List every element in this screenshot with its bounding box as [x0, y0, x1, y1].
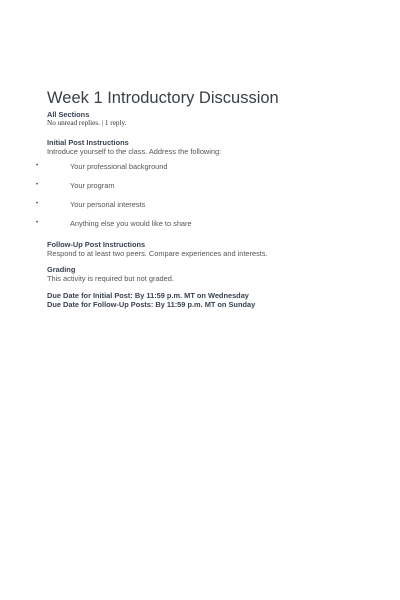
list-item	[0, 181, 380, 200]
initial-post-intro: Introduce yourself to the class. Address the following:	[47, 147, 222, 156]
list-item-text: Anything else you would like to share	[70, 219, 192, 228]
bullet-icon: •	[36, 201, 39, 207]
list-item	[0, 162, 380, 181]
list-item-text: Your personal interests	[70, 200, 146, 209]
follow-up-text: Respond to at least two peers. Compare experiences and interests.	[47, 249, 268, 258]
list-item	[0, 219, 380, 238]
follow-up-heading: Follow-Up Post Instructions	[47, 240, 146, 249]
follow-up-section	[47, 240, 387, 258]
page-title: Week 1 Introductory Discussion	[47, 89, 279, 107]
initial-post-heading: Initial Post Instructions	[47, 138, 129, 147]
initial-post-due-date: Due Date for Initial Post: By 11:59 p.m. MT on Wednesday	[47, 291, 249, 300]
list-item-text: Your program	[70, 181, 115, 190]
grading-heading: Grading	[47, 265, 76, 274]
due-dates-section	[47, 291, 387, 309]
sections-label: All Sections	[47, 110, 90, 119]
grading-section	[47, 265, 387, 283]
grading-text: This activity is required but not graded.	[47, 274, 174, 283]
follow-up-due-date: Due Date for Follow-Up Posts: By 11:59 p.m. MT on Sunday	[47, 300, 256, 309]
bullet-icon: •	[36, 163, 39, 169]
list-item	[0, 200, 380, 219]
bullet-icon: •	[36, 182, 39, 188]
list-item-text: Your professional background	[70, 162, 168, 171]
bullet-icon: •	[36, 220, 39, 226]
initial-post-list	[0, 162, 380, 238]
discussion-content	[36, 88, 387, 309]
initial-post-section	[36, 138, 387, 238]
reply-status: No unread replies. | 1 reply.	[47, 119, 127, 127]
